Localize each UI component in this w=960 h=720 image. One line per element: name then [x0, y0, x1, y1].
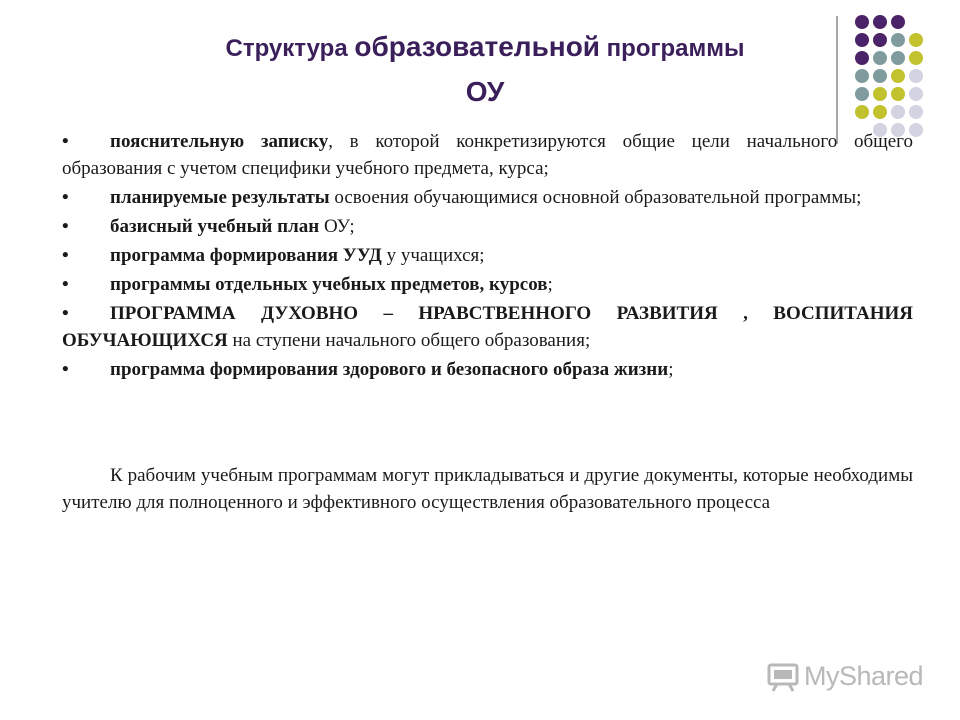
- decor-dot: [855, 51, 869, 65]
- decor-dot: [855, 33, 869, 47]
- watermark-text: MyShared: [804, 660, 924, 691]
- title-part-3: программы: [600, 35, 745, 62]
- decor-dot: [891, 105, 905, 119]
- decor-dot: [855, 105, 869, 119]
- bullet-item: [62, 213, 913, 240]
- bullet-text: освоения обучающимися основной образовательной программы;: [329, 187, 862, 208]
- watermark: [766, 656, 936, 696]
- bullet-bold: программа формирования УУД: [110, 245, 382, 266]
- decor-dot: [909, 87, 923, 101]
- bullet-text: ОУ;: [319, 216, 355, 237]
- bullet-item: [62, 242, 913, 269]
- bullet-mark: •: [62, 274, 69, 295]
- bullet-bold: планируемые результаты: [110, 187, 330, 208]
- bullet-mark: •: [62, 131, 69, 152]
- decor-dot: [909, 105, 923, 119]
- bullet-bold: программы отдельных учебных предметов, курсов: [110, 274, 548, 295]
- decor-dot: [855, 15, 869, 29]
- bullet-item: [62, 300, 913, 354]
- title-line-2: ОУ: [465, 76, 505, 107]
- bullet-bold: базисный учебный план: [110, 216, 320, 237]
- bullet-bold: пояснительную записку: [110, 131, 329, 152]
- title-part-2: образовательной: [354, 31, 601, 62]
- closing-paragraph: К рабочим учебным программам могут прикладываться и другие документы, которые необходимы учителю для полноценного и эффективного осуществления образовательного процесса: [62, 465, 913, 513]
- decor-dot: [891, 33, 905, 47]
- bullet-item: [62, 184, 913, 211]
- bullet-item: [62, 128, 913, 182]
- presentation-board-icon: [766, 659, 800, 693]
- decor-dot: [873, 87, 887, 101]
- decor-dot: [855, 87, 869, 101]
- decor-dot: [873, 105, 887, 119]
- bullet-text: , в которой конкретизируются общие цели начального общего образования с учетом специфики учебного предмета, курса;: [62, 131, 913, 179]
- decor-dot: [909, 69, 923, 83]
- decor-dot: [855, 69, 869, 83]
- bullet-text: ;: [547, 274, 553, 295]
- bullet-mark: •: [62, 359, 69, 380]
- decor-dot: [909, 33, 923, 47]
- decor-dot: [873, 15, 887, 29]
- decor-dot: [891, 51, 905, 65]
- bullet-mark: •: [62, 216, 69, 237]
- decor-dot: [909, 51, 923, 65]
- decor-dot: [873, 69, 887, 83]
- decor-dot: [891, 69, 905, 83]
- decor-dot: [891, 87, 905, 101]
- bullet-text: ;: [668, 359, 674, 380]
- decor-dot: [873, 33, 887, 47]
- bullet-mark: •: [62, 187, 69, 208]
- bullet-item: [62, 271, 913, 298]
- bullet-text: на ступени начального общего образования;: [227, 330, 591, 351]
- bullet-bold: ПРОГРАММА ДУХОВНО – НРАВСТВЕННОГО РАЗВИТИЯ , ВОСПИТАНИЯ ОБУЧАЮЩИХСЯ: [62, 303, 913, 351]
- decor-dot: [873, 51, 887, 65]
- bullet-list: [62, 128, 913, 385]
- bullet-item: [62, 356, 913, 383]
- bullet-bold: программа формирования здорового и безопасного образа жизни: [110, 359, 669, 380]
- bullet-mark: •: [62, 245, 69, 266]
- title-part-1: Структура: [225, 35, 355, 62]
- bullet-text: у учащихся;: [381, 245, 485, 266]
- decor-dot: [891, 15, 905, 29]
- bullet-mark: •: [62, 303, 69, 324]
